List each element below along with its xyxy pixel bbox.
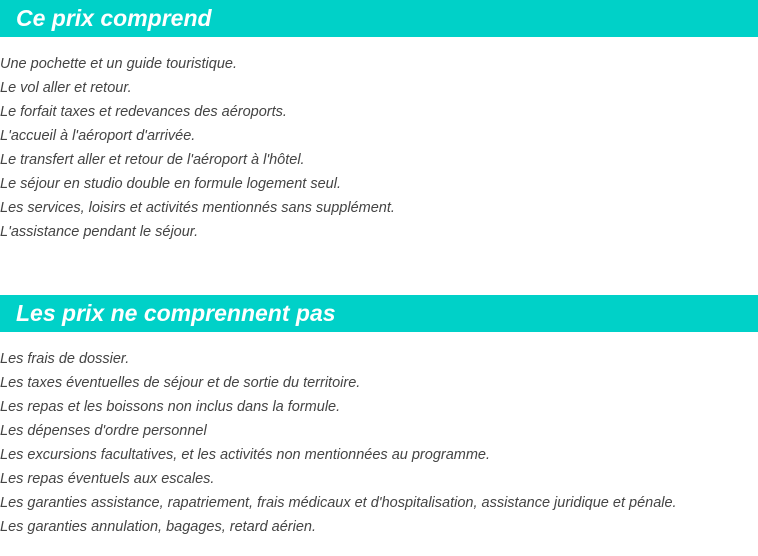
list-item: Les garanties annulation, bagages, retard aérien. (0, 519, 316, 535)
list-item: Le forfait taxes et redevances des aéroports. (0, 104, 287, 120)
list-item: Le séjour en studio double en formule logement seul. (0, 176, 341, 192)
list-item: Le transfert aller et retour de l'aéroport à l'hôtel. (0, 152, 305, 168)
list-item: Les dépenses d'ordre personnel (0, 423, 207, 439)
list-item: Les repas et les boissons non inclus dans la formule. (0, 399, 341, 415)
price-excludes-list (0, 347, 677, 539)
list-item: Les excursions facultatives, et les activités non mentionnées au programme. (0, 447, 491, 463)
list-item: Les frais de dossier. (0, 351, 130, 367)
list-item: Les repas éventuels aux escales. (0, 471, 215, 487)
list-item: Le vol aller et retour. (0, 80, 132, 96)
price-includes-list (0, 52, 395, 244)
list-item: L'accueil à l'aéroport d'arrivée. (0, 128, 196, 144)
section-title-price-excludes: Les prix ne comprennent pas (0, 295, 758, 332)
section-title-price-includes: Ce prix comprend (0, 0, 758, 37)
list-item: Les taxes éventuelles de séjour et de sortie du territoire. (0, 375, 361, 391)
list-item: Une pochette et un guide touristique. (0, 56, 237, 72)
list-item: Les garanties assistance, rapatriement, frais médicaux et d'hospitalisation, assistance juridique et pénale. (0, 495, 677, 511)
list-item: Les services, loisirs et activités mentionnés sans supplément. (0, 200, 395, 216)
list-item: L'assistance pendant le séjour. (0, 224, 199, 240)
